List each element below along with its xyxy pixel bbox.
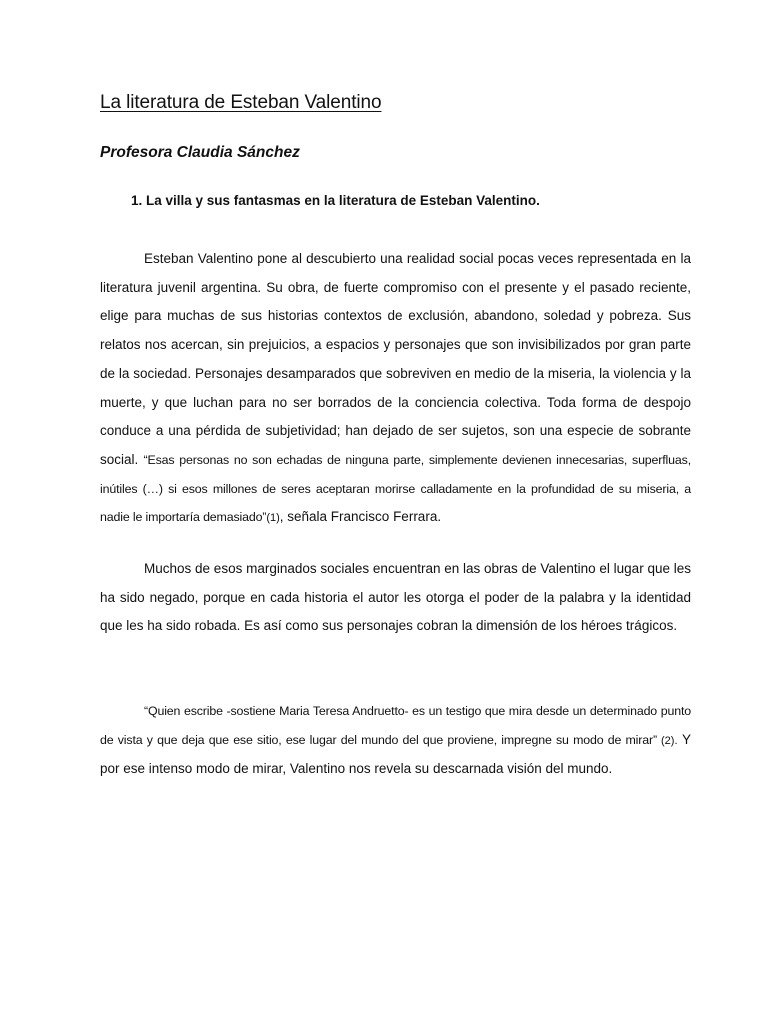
paragraph-3-tail: Y por ese intenso modo de mirar, Valentino nos revela su descarnada visión del mundo. [100, 731, 691, 777]
footnote-ref-1: (1) [266, 512, 280, 525]
paragraph-2-text: Muchos de esos marginados sociales encuentran en las obras de Valentino el lugar que les ha sido negado, porque en cada historia el autor les otorga el poder de la palabra y la identidad que les ha sido robada. Es así como sus personajes cobran la dimensión de los héroes trágicos. [100, 561, 691, 634]
ferrara-quote: “Esas personas no son echadas de ninguna parte, simplemente devienen innecesarias, superfluas, inútiles (…) si esos millones de seres aceptaran morirse calladamente en la profundidad de su miseria, a nadie le importaría demasiado” [100, 452, 691, 525]
paragraph-1 [100, 245, 691, 533]
paragraph-3 [100, 697, 691, 784]
paragraph-2 [100, 555, 691, 641]
footnote-ref-2: (2). [656, 734, 678, 747]
document-title: La literatura de Esteban Valentino [100, 92, 382, 113]
author-line: Profesora Claudia Sánchez [100, 144, 300, 161]
paragraph-1-text: Esteban Valentino pone al descubierto una realidad social pocas veces representada en la literatura juvenil argentina. Su obra, de fuerte compromiso con el presente y el pasado reciente, elige para muchas de sus historias contextos de exclusión, abandono, soledad y pobreza. Sus relatos nos acercan, sin prejuicios, a espacios y personajes que son invisibilizados por gran parte de la sociedad. Personajes desamparados que sobreviven en medio de la miseria, la violencia y la muerte, y que luchan para no ser borrados de la conciencia colectiva. Toda forma de despojo conduce a una pérdida de subjetividad; han dejado de ser sujetos, son una especie de sobrante social. [100, 251, 691, 467]
paragraph-1-tail: , señala Francisco Ferrara. [279, 509, 442, 525]
andruetto-quote: “Quien escribe -sostiene Maria Teresa Andruetto- es un testigo que mira desde un determinado punto de vista y que deja que ese sitio, ese lugar del mundo del que proviene, impregne su modo de mirar” [100, 704, 691, 747]
section-heading: 1. La villa y sus fantasmas en la literatura de Esteban Valentino. [131, 193, 540, 208]
